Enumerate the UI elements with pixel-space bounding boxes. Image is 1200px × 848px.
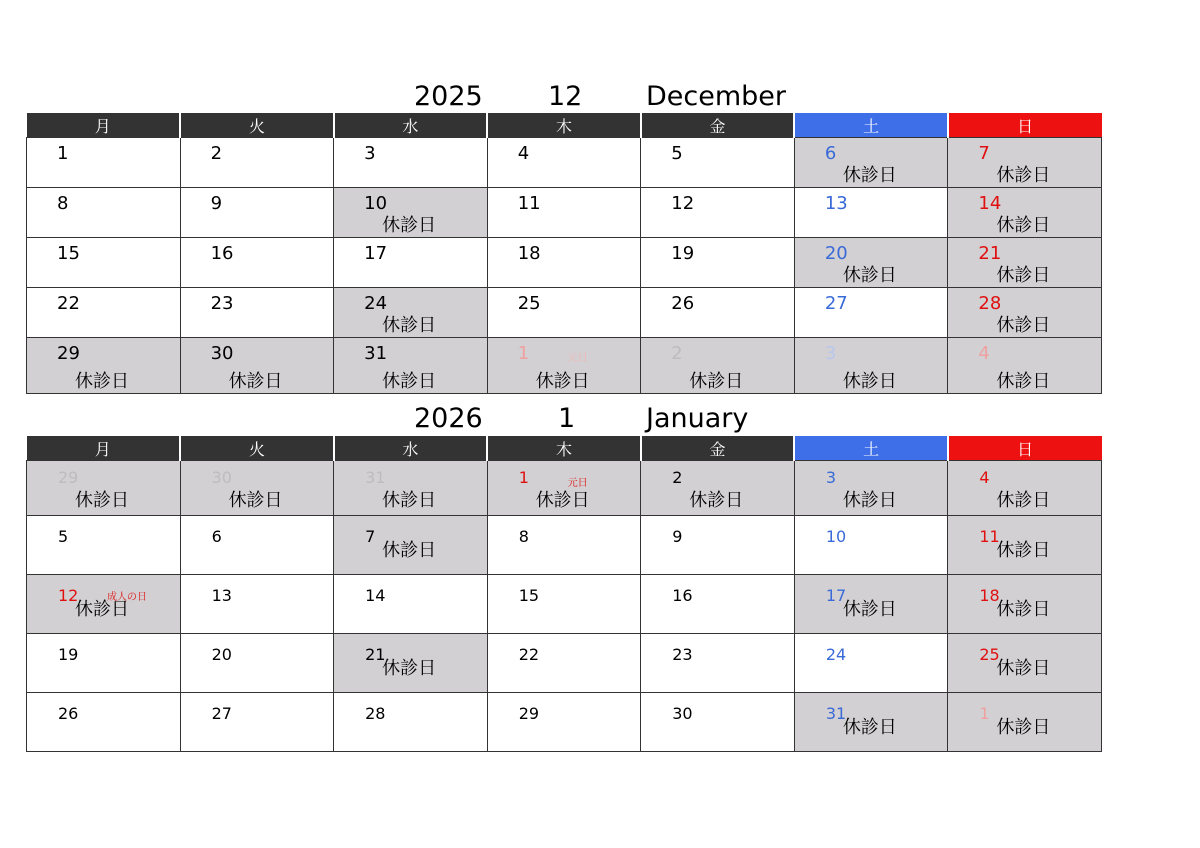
day-number: 24 [364,293,388,314]
day-number: 18 [979,586,1000,605]
day-cell [180,634,334,693]
holiday-label: 成人の日 [107,592,147,603]
day-number: 11 [517,193,541,214]
day-number: 5 [58,527,69,546]
day-number: 21 [978,243,1002,264]
day-cell [27,138,181,188]
day-cell [641,575,795,634]
day-number: 17 [364,243,388,264]
day-cell [641,634,795,693]
weekday-header: 日 [948,436,1102,461]
day-number: 12 [671,193,695,214]
day-cell [794,338,948,394]
day-cell [27,575,181,634]
weekday-header: 月 [27,436,181,461]
week-row [27,238,1102,288]
day-number: 13 [211,586,232,605]
week-row [27,461,1102,516]
day-cell [334,575,488,634]
day-number: 19 [671,243,695,264]
day-cell [334,138,488,188]
closed-day-label: 休診日 [996,165,1051,186]
day-number: 4 [517,143,530,164]
day-number: 8 [518,527,529,546]
day-cell [641,338,795,394]
weekday-header: 火 [180,436,334,461]
day-cell [334,634,488,693]
day-number: 7 [365,527,376,546]
closed-day-label: 休診日 [75,599,129,620]
day-number: 5 [671,143,683,164]
day-number: 9 [210,193,223,214]
day-number: 4 [979,468,990,487]
day-number: 1 [57,143,69,164]
day-cell [794,138,948,188]
day-number: 17 [825,586,847,605]
day-number: 14 [365,586,386,605]
weekday-header: 木 [487,436,641,461]
calendar-december [26,113,1102,394]
day-number: 30 [210,343,234,364]
day-cell [794,575,948,634]
day-cell [27,188,181,238]
day-number: 15 [57,243,80,264]
weekday-header: 月 [27,113,181,138]
day-number: 28 [365,704,386,723]
week-row [27,338,1102,394]
closed-day-label: 休診日 [996,315,1051,336]
weekday-header: 火 [180,113,334,138]
day-number: 25 [517,293,541,314]
day-number: 1 [517,343,530,364]
day-number: 7 [978,143,990,164]
title-month: 12 [548,81,583,112]
closed-day-label: 休診日 [842,165,897,186]
day-cell [334,338,488,394]
day-cell [948,238,1102,288]
day-cell [641,288,795,338]
title-month-name: January [646,403,749,434]
day-cell [334,238,488,288]
closed-day-label: 休診日 [842,490,897,511]
day-number: 8 [57,193,69,214]
day-cell [641,461,795,516]
closed-day-label: 休診日 [996,490,1051,511]
day-number: 6 [211,527,222,546]
day-number: 22 [57,293,80,314]
day-cell [27,288,181,338]
weekday-header: 金 [641,436,795,461]
day-cell [27,516,181,575]
closed-day-label: 休診日 [382,658,437,679]
day-number: 15 [518,586,540,605]
day-number: 3 [364,143,376,164]
day-cell [27,693,181,752]
title-month: 1 [558,403,576,434]
day-number: 30 [211,468,232,487]
day-number: 13 [824,193,848,214]
calendar-title-december [0,82,1200,112]
weekday-header: 木 [487,113,641,138]
day-number: 20 [211,645,232,664]
day-number: 25 [979,645,1000,664]
closed-day-label: 休診日 [228,490,283,511]
day-number: 27 [824,293,848,314]
day-cell [180,138,334,188]
day-number: 29 [58,468,79,487]
day-number: 31 [825,704,847,723]
day-cell [487,188,641,238]
closed-day-label: 休診日 [996,717,1051,738]
day-cell [948,516,1102,575]
closed-day-label: 休診日 [228,371,283,392]
day-cell [794,288,948,338]
day-number: 26 [671,293,695,314]
closed-day-label: 休診日 [75,371,129,392]
day-cell [794,634,948,693]
day-cell [180,516,334,575]
calendar-title-january [0,404,1200,434]
day-number: 2 [210,143,223,164]
day-cell [27,338,181,394]
closed-day-label: 休診日 [382,215,437,236]
day-number: 6 [824,143,837,164]
closed-day-label: 休診日 [382,540,437,561]
day-cell [487,461,641,516]
day-number: 22 [518,645,540,664]
week-row [27,516,1102,575]
day-cell [794,693,948,752]
day-number: 14 [978,193,1002,214]
day-cell [334,188,488,238]
day-number: 12 [58,586,79,605]
holiday-label: 元日 [567,478,588,489]
weekday-header: 日 [948,113,1102,138]
day-cell [334,516,488,575]
day-cell [948,288,1102,338]
day-cell [641,516,795,575]
day-number: 10 [825,527,847,546]
day-cell [334,693,488,752]
day-cell [641,138,795,188]
day-number: 31 [365,468,386,487]
day-cell [27,634,181,693]
day-number: 10 [364,193,388,214]
closed-day-label: 休診日 [996,371,1051,392]
week-row [27,575,1102,634]
day-cell [487,238,641,288]
closed-day-label: 休診日 [842,717,897,738]
weekday-header: 土 [794,113,948,138]
title-month-name: December [646,81,787,112]
closed-day-label: 休診日 [996,599,1051,620]
day-cell [948,461,1102,516]
closed-day-label: 休診日 [382,371,437,392]
day-number: 21 [365,645,386,664]
day-number: 16 [672,586,693,605]
day-number: 3 [824,343,837,364]
title-year: 2025 [414,81,483,112]
day-cell [487,693,641,752]
closed-day-label: 休診日 [996,658,1051,679]
day-cell [27,461,181,516]
weekday-header: 土 [794,436,948,461]
day-number: 2 [671,343,683,364]
day-cell [948,634,1102,693]
day-cell [948,188,1102,238]
closed-day-label: 休診日 [689,490,744,511]
closed-day-label: 休診日 [842,371,897,392]
weekday-header: 水 [334,436,488,461]
closed-day-label: 休診日 [382,315,437,336]
day-cell [794,461,948,516]
closed-day-label: 休診日 [535,490,590,511]
weekday-header: 水 [334,113,488,138]
day-cell [180,288,334,338]
day-cell [180,575,334,634]
closed-day-label: 休診日 [996,265,1051,286]
day-cell [180,338,334,394]
closed-day-label: 休診日 [842,599,897,620]
calendar-january [26,436,1102,752]
day-number: 23 [672,645,693,664]
day-cell [948,338,1102,394]
day-number: 27 [211,704,232,723]
week-row [27,634,1102,693]
weekday-header-row [27,436,1102,461]
day-number: 11 [979,527,1000,546]
day-number: 18 [517,243,541,264]
day-number: 19 [58,645,79,664]
day-cell [641,693,795,752]
day-number: 2 [672,468,683,487]
day-cell [180,238,334,288]
weekday-header: 金 [641,113,795,138]
day-cell [334,461,488,516]
title-year: 2026 [414,403,483,434]
holiday-label: 元日 [567,353,588,364]
day-number: 23 [210,293,234,314]
closed-day-label: 休診日 [996,215,1051,236]
day-number: 3 [825,468,836,487]
day-cell [487,138,641,188]
day-number: 29 [518,704,540,723]
day-cell [948,693,1102,752]
day-number: 1 [518,468,529,487]
day-cell [948,138,1102,188]
day-number: 4 [978,343,990,364]
closed-day-label: 休診日 [75,490,129,511]
day-number: 1 [979,704,990,723]
closed-day-label: 休診日 [382,490,437,511]
day-cell [948,575,1102,634]
day-number: 29 [57,343,80,364]
day-cell [487,338,641,394]
week-row [27,188,1102,238]
day-cell [487,575,641,634]
day-number: 16 [210,243,234,264]
day-cell [180,461,334,516]
day-cell [27,238,181,288]
week-row [27,693,1102,752]
closed-day-label: 休診日 [535,371,590,392]
day-cell [794,188,948,238]
day-cell [180,188,334,238]
day-number: 30 [672,704,693,723]
day-cell [487,634,641,693]
day-number: 9 [672,527,683,546]
day-cell [641,188,795,238]
closed-day-label: 休診日 [842,265,897,286]
closed-day-label: 休診日 [996,540,1051,561]
day-number: 31 [364,343,388,364]
day-cell [487,516,641,575]
day-cell [180,693,334,752]
closed-day-label: 休診日 [689,371,744,392]
day-cell [794,238,948,288]
weekday-header-row [27,113,1102,138]
day-cell [794,516,948,575]
day-number: 26 [58,704,79,723]
day-number: 28 [978,293,1002,314]
day-cell [641,238,795,288]
day-cell [487,288,641,338]
day-number: 20 [824,243,848,264]
day-number: 24 [825,645,847,664]
week-row [27,138,1102,188]
day-cell [334,288,488,338]
week-row [27,288,1102,338]
